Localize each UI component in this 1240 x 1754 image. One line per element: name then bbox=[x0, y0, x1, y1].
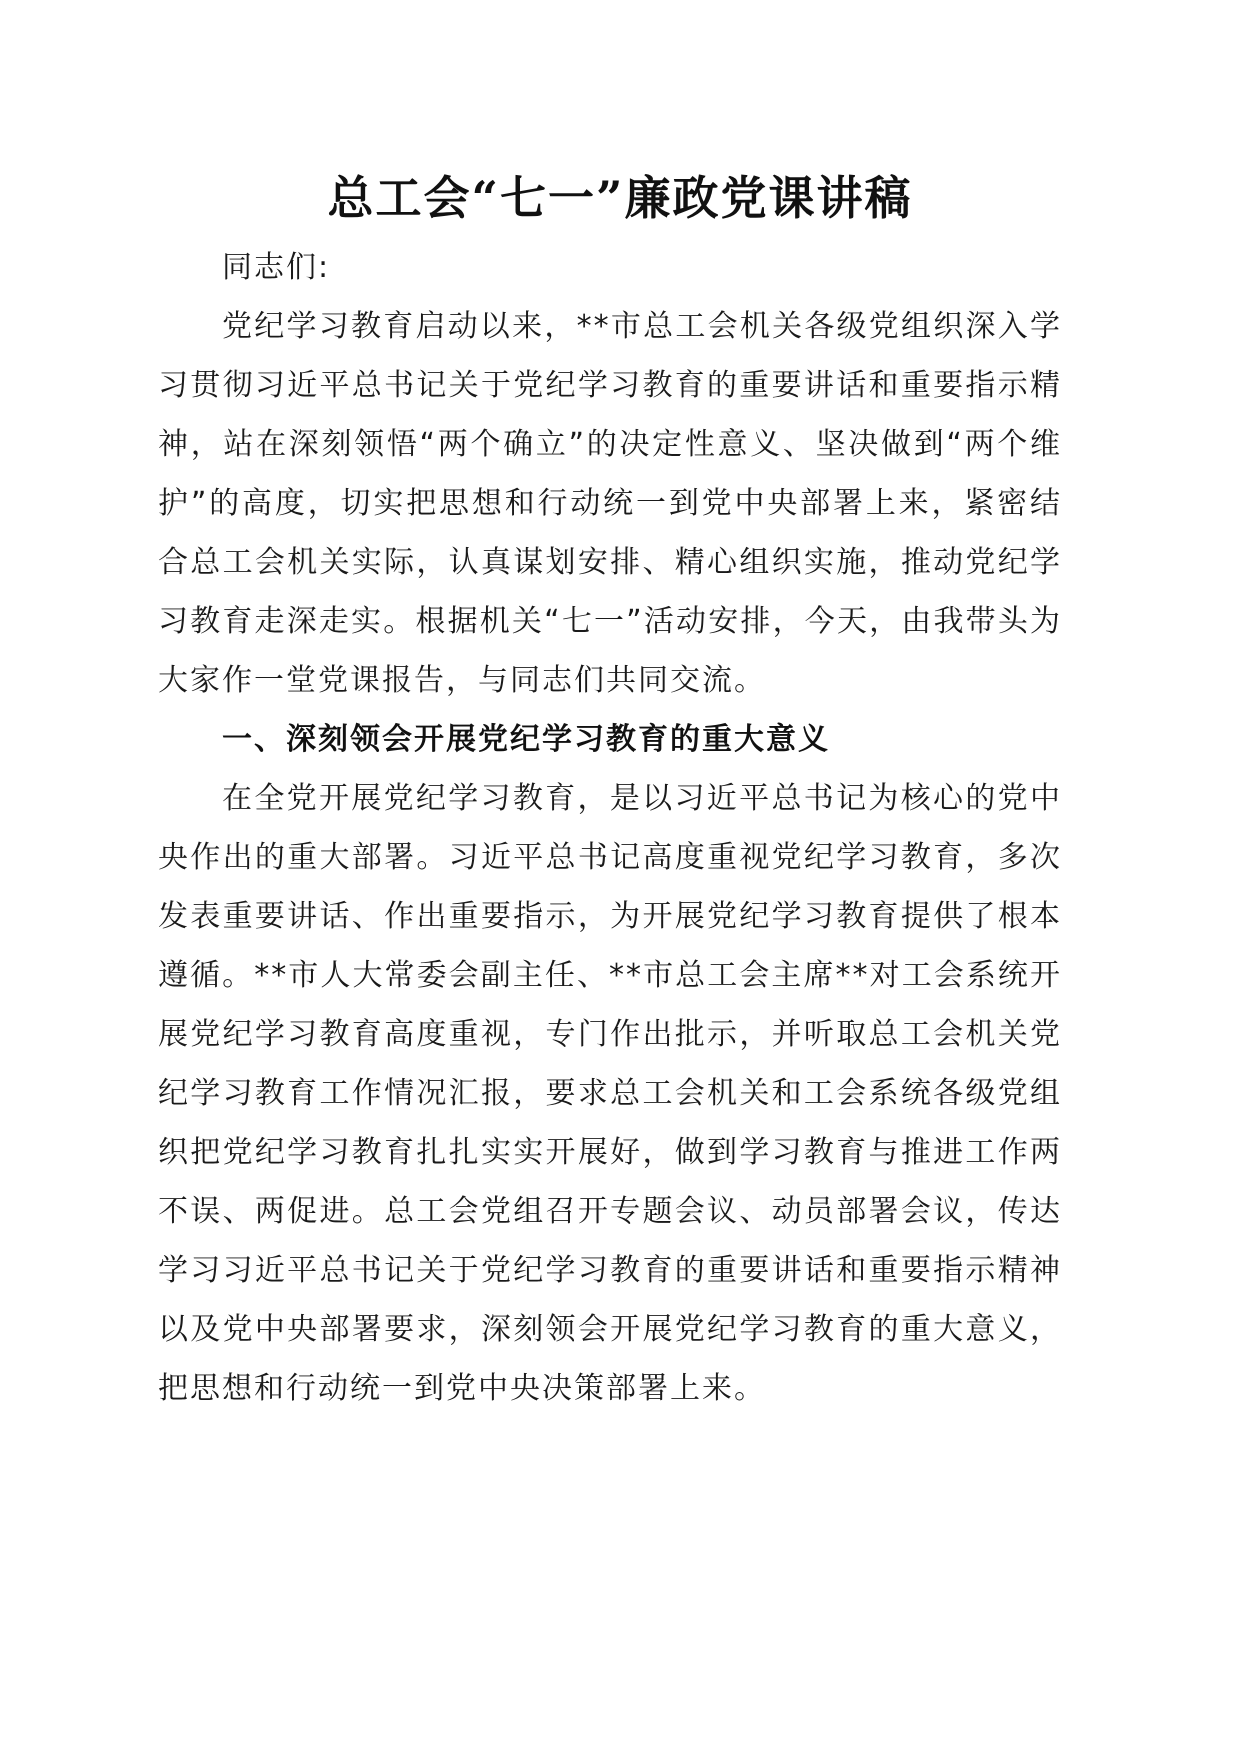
document-body bbox=[158, 238, 1062, 1418]
salutation: 同志们: bbox=[222, 250, 331, 285]
section-heading-1: 一、深刻领会开展党纪学习教育的重大意义 bbox=[222, 722, 830, 757]
paragraph-section-1: 在全党开展党纪学习教育，是以习近平总书记为核心的党中央作出的重大部署。习近平总书记高度重视党纪学习教育，多次发表重要讲话、作出重要指示，为开展党纪学习教育提供了根本遵循。**市人大常委会副主任、**市总工会主席**对工会系统开展党纪学习教育高度重视，专门作出批示，并听取总工会机关党纪学习教育工作情况汇报，要求总工会机关和工会系统各级党组织把党纪学习教育扎扎实实开展好，做到学习教育与推进工作两不误、两促进。总工会党组召开专题会议、动员部署会议，传达学习习近平总书记关于党纪学习教育的重要讲话和重要指示精神以及党中央部署要求，深刻领会开展党纪学习教育的重大意义，把思想和行动统一到党中央决策部署上来。 bbox=[158, 781, 1062, 1406]
document-title: 总工会“七一”廉政党课讲稿 bbox=[327, 171, 913, 225]
paragraph-intro: 党纪学习教育启动以来，**市总工会机关各级党组织深入学习贯彻习近平总书记关于党纪学习教育的重要讲话和重要指示精神，站在深刻领悟“两个确立”的决定性意义、坚决做到“两个维护”的高度，切实把思想和行动统一到党中央部署上来，紧密结合总工会机关实际，认真谋划安排、精心组织实施，推动党纪学习教育走深走实。根据机关“七一”活动安排，今天，由我带头为大家作一堂党课报告，与同志们共同交流。 bbox=[158, 309, 1062, 698]
